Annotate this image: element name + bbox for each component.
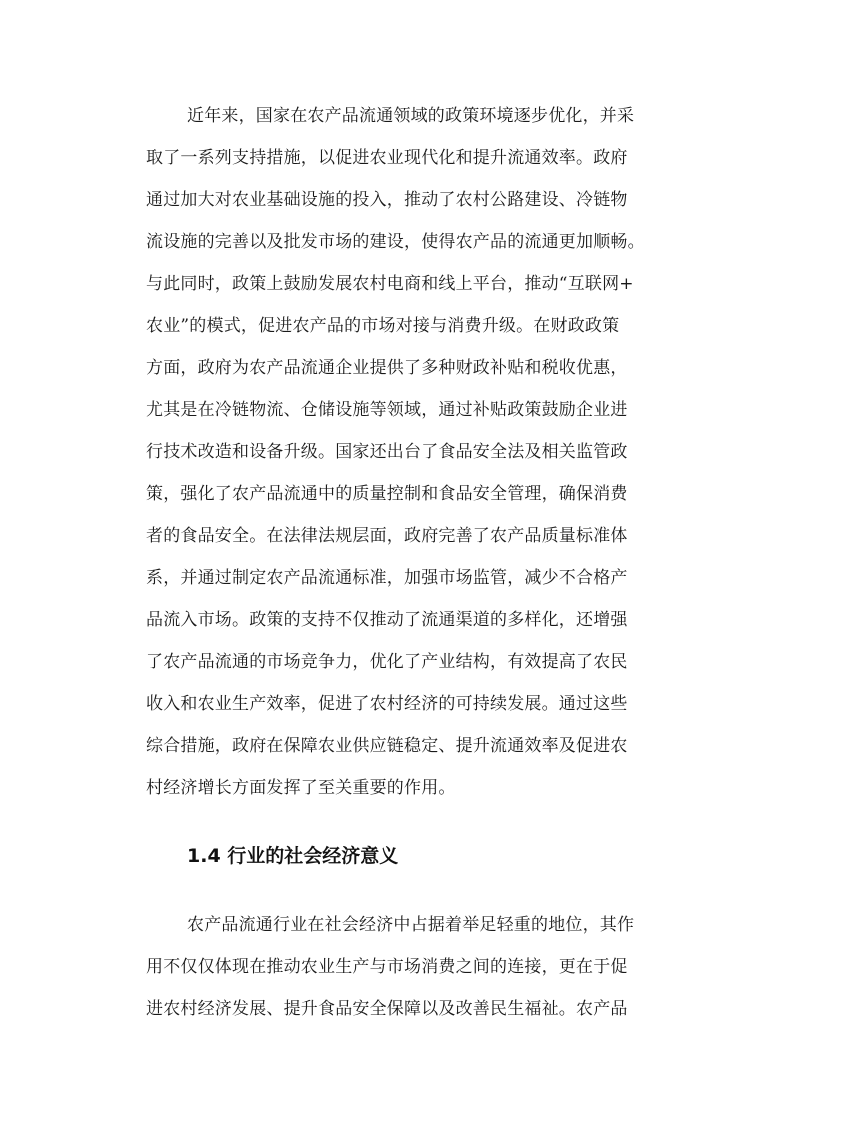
paragraph-line: 策，强化了农产品流通中的质量控制和食品安全管理，确保消费 bbox=[146, 484, 628, 504]
paragraph-line: 用不仅仅体现在推动农业生产与市场消费之间的连接，更在于促 bbox=[146, 957, 628, 977]
paragraph-line: 收入和农业生产效率，促进了农村经济的可持续发展。通过这些 bbox=[146, 694, 628, 714]
paragraph-line: 取了一系列支持措施，以促进农业现代化和提升流通效率。政府 bbox=[146, 148, 628, 168]
paragraph-line: 通过加大对农业基础设施的投入，推动了农村公路建设、冷链物 bbox=[146, 190, 628, 210]
paragraph-line: 流设施的完善以及批发市场的建设，使得农产品的流通更加顺畅。 bbox=[146, 232, 645, 252]
paragraph-line: 与此同时，政策上鼓励发展农村电商和线上平台，推动“互联网+ bbox=[146, 274, 634, 294]
paragraph-line: 系，并通过制定农产品流通标准，加强市场监管，减少不合格产 bbox=[146, 568, 628, 588]
paragraph-line: 进农村经济发展、提升食品安全保障以及改善民生福祉。农产品 bbox=[146, 999, 628, 1019]
paragraph-line: 方面，政府为农产品流通企业提供了多种财政补贴和税收优惠， bbox=[146, 358, 628, 378]
paragraph-line: 者的食品安全。在法律法规层面，政府完善了农产品质量标准体 bbox=[146, 526, 628, 546]
paragraph-line: 尤其是在冷链物流、仓储设施等领域，通过补贴政策鼓励企业进 bbox=[146, 400, 628, 420]
paragraph-line: 村经济增长方面发挥了至关重要的作用。 bbox=[146, 778, 456, 798]
paragraph-line: 综合措施，政府在保障农业供应链稳定、提升流通效率及促进农 bbox=[146, 736, 628, 756]
paragraph-line: 品流入市场。政策的支持不仅推动了流通渠道的多样化，还增强 bbox=[146, 610, 628, 630]
paragraph-line: 农产品流通行业在社会经济中占据着举足轻重的地位，其作 bbox=[187, 915, 635, 935]
paragraph-line: 行技术改造和设备升级。国家还出台了食品安全法及相关监管政 bbox=[146, 442, 628, 462]
paragraph-line: 了农产品流通的市场竞争力，优化了产业结构，有效提高了农民 bbox=[146, 652, 628, 672]
paragraph-line: 近年来，国家在农产品流通领域的政策环境逐步优化，并采 bbox=[187, 106, 635, 126]
paragraph-line: 农业”的模式，促进农产品的市场对接与消费升级。在财政政策 bbox=[146, 316, 620, 336]
section-heading: 1.4 行业的社会经济意义 bbox=[187, 845, 399, 867]
